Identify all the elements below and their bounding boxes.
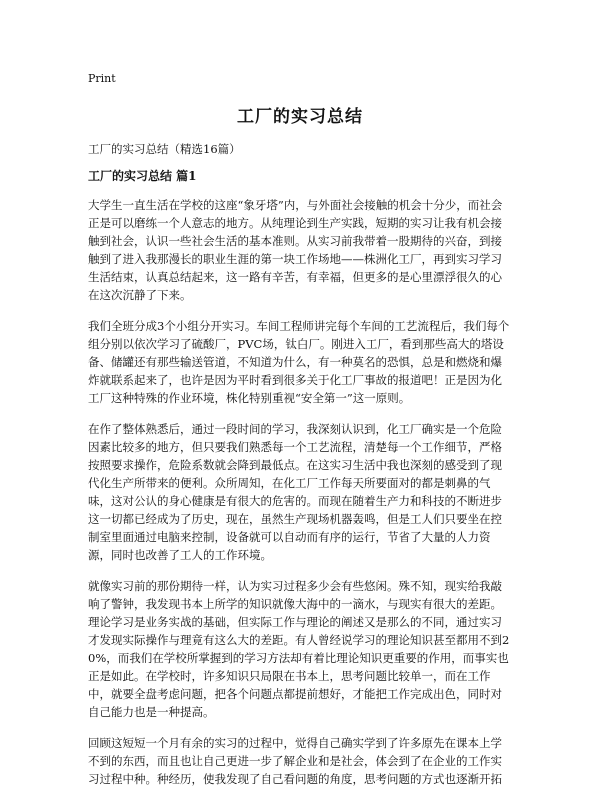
paragraph-1: 大学生一直生活在学校的这座“象牙塔”内，与外面社会接触的机会十分少，而社会正是可以磨练一个人意志的地方。从纯理论到生产实践，短期的实习让我有机会接触到社会，认识一些社会生活的基本准则。从实习前我带着一股期待的兴奋，到接触到了进入我那漫长的职业生涯的第一块工作场地——株洲化工厂，再到实习学习生活结束，认真总结起来，这一路有辛苦，有幸福，但更多的是心里漂浮很久的心在这次沉静了下来。 [88, 198, 503, 302]
paragraph-2: 我们全班分成3个小组分开实习。车间工程师讲完每个车间的工艺流程后，我们每个组分别以依次学习了硫酸厂，PVC场，钛白厂。刚进入工厂，看到那些高大的塔设备、储罐还有那些输送管道，不知道为什么，有一种莫名的恐惧，总是和燃烧和爆炸就联系起来了，也许是因为平时看到很多关于化工厂事故的报道吧！正是因为化工厂这种特殊的作业环境，株化特别重视“安全第一”这一原则。 [88, 319, 510, 405]
section-heading: 工厂的实习总结 篇1 [88, 169, 197, 183]
page-title: 工厂的实习总结 [237, 107, 363, 127]
paragraph-5: 回顾这短短一个月有余的实习的过程中，觉得自己确实学到了许多原先在课本上学不到的东西，而且也让自己更进一步了解企业和是社会，体会到了在企业的工作实习过程中种。种经历，使我发现了自己看问题的角度，思考问题的方式也逐渐开拓 [88, 736, 502, 786]
paragraph-3: 在作了整体熟悉后，通过一段时间的学习，我深刻认识到，化工厂确实是一个危险因素比较多的地方，但只要我们熟悉每一个工艺流程，清楚每一个工作细节，严格按照要求操作，危险系数就会降到最低点。在这实习生活中我也深刻的感受到了现代化生产所带来的便利。众所周知，在化工厂工作每天所要面对的都是刺鼻的气味，这对公认的身心健康是有很大的危害的。而现在随着生产力和科技的不断进步这一切都已经成为了历史，现在，虽然生产现场机器轰鸣，但是工人们只要坐在控制室里面通过电脑来控制，设备就可以自动而有序的运行，节省了大量的人力资源，同时也改善了工人的工作环境。 [88, 422, 502, 562]
paragraph-4: 就像实习前的那份期待一样，认为实习过程多少会有些悠闲。殊不知，现实给我敲响了警钟，我发现书本上所学的知识就像大海中的一滴水，与现实有很大的差距。理论学习是业务实战的基础，但实际工作与理论的阐述又是那么的不同，通过实习才发现实际操作与理竟有这么大的差距。有人曾经说学习的理论知识甚至都用不到20%，而我们在学校所掌握到的学习方法却有着比理论知识更重要的作用，而事实也正是如此。在学校时，许多知识只局限在书本上，思考问题比较单一，而在工作中，就要全盘考虑问题，把各个问题点都提前想好，才能把工作完成出色，同时对自己能力也是一种提高。 [88, 579, 510, 719]
document-subtitle: 工厂的实习总结（精选16篇） [88, 142, 241, 156]
print-link[interactable]: Print [88, 72, 116, 85]
